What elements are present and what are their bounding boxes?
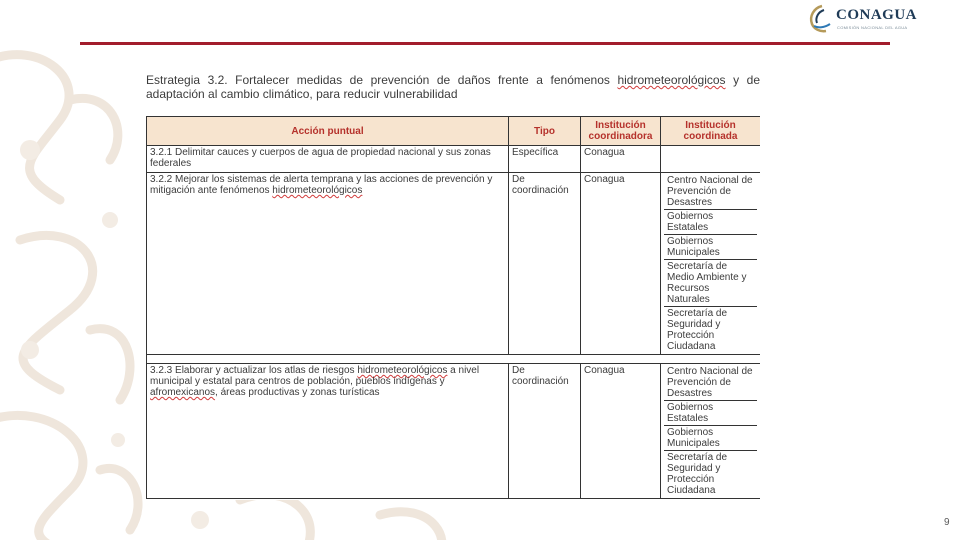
institution-item: Centro Nacional de Prevención de Desastres: [664, 365, 757, 401]
conagua-logo: [806, 4, 946, 34]
coordinada-cell: [661, 364, 761, 499]
institution-item: Gobiernos Estatales: [664, 210, 757, 235]
strategy-lead: Estrategia 3.2. Fortalecer medidas de prevención de daños frente a fenómenos: [146, 73, 610, 87]
strategy-rest: y de adaptación al cambio climático, para reducir vulnerabilidad: [146, 73, 760, 101]
header-rule: [80, 42, 890, 45]
coordinadora-cell: Conagua: [581, 173, 661, 355]
logo-wordmark: CONAGUA: [836, 7, 917, 23]
accion-cell: 3.2.1 Delimitar cauces y cuerpos de agua de propiedad nacional y sus zonas federales: [147, 146, 509, 173]
coordinadora-cell: Conagua: [581, 364, 661, 499]
accion-underlined: hidrometeorológicos: [357, 365, 448, 376]
coordinada-cell: [661, 173, 761, 355]
header-tipo: Tipo: [509, 117, 581, 146]
institution-item: Gobiernos Municipales: [664, 426, 757, 451]
accion-underlined: hidrometeorológicos: [272, 185, 363, 196]
institution-item: Centro Nacional de Prevención de Desastres: [664, 174, 757, 210]
accion-text: , áreas productivas y zonas turísticas: [215, 387, 380, 398]
conagua-emblem-icon: [806, 4, 834, 34]
tipo-cell: De coordinación: [509, 173, 581, 355]
accion-cell: [147, 173, 509, 355]
accion-cell: [147, 364, 509, 499]
accion-underlined: afromexicanos: [150, 387, 216, 398]
accion-text: a nivel municipal y estatal para centros de población, pueblos indígenas y: [150, 365, 480, 387]
institution-item: Gobiernos Municipales: [664, 235, 757, 260]
header-coordinada: Institución coordinada: [661, 117, 761, 146]
institution-item: Secretaría de Seguridad y Protección Ciudadana: [667, 452, 728, 496]
institution-item: Secretaría de Medio Ambiente y Recursos Naturales: [664, 260, 757, 307]
document-image: [146, 72, 760, 500]
logo-tagline: COMISIÓN NACIONAL DEL AGUA: [837, 25, 908, 30]
tipo-cell: De coordinación: [509, 364, 581, 499]
strategy-title: [146, 72, 760, 101]
header-coordinadora: Institución coordinadora: [581, 117, 661, 146]
accion-text: 3.2.3 Elaborar y actualizar los atlas de riesgos: [150, 365, 358, 376]
coordinada-cell: [661, 146, 761, 173]
coordinadora-cell: Conagua: [581, 146, 661, 173]
tipo-cell: Específica: [509, 146, 581, 173]
actions-table: [146, 116, 760, 499]
strategy-underlined-word: hidrometeorológicos: [617, 73, 726, 87]
table-gap: [147, 355, 761, 364]
table-row: [147, 146, 761, 173]
header-accion: Acción puntual: [147, 117, 509, 146]
table-header-row: [147, 117, 761, 146]
institution-item: Gobiernos Estatales: [664, 401, 757, 426]
institution-item: Secretaría de Seguridad y Protección Ciudadana: [667, 308, 728, 352]
table-row: [147, 364, 761, 499]
table-row: [147, 173, 761, 355]
accion-text: 3.2.2 Mejorar los sistemas de alerta temprana y las acciones de prevención y mitigación ante fenómenos: [150, 174, 493, 196]
page-number: 9: [944, 517, 950, 528]
